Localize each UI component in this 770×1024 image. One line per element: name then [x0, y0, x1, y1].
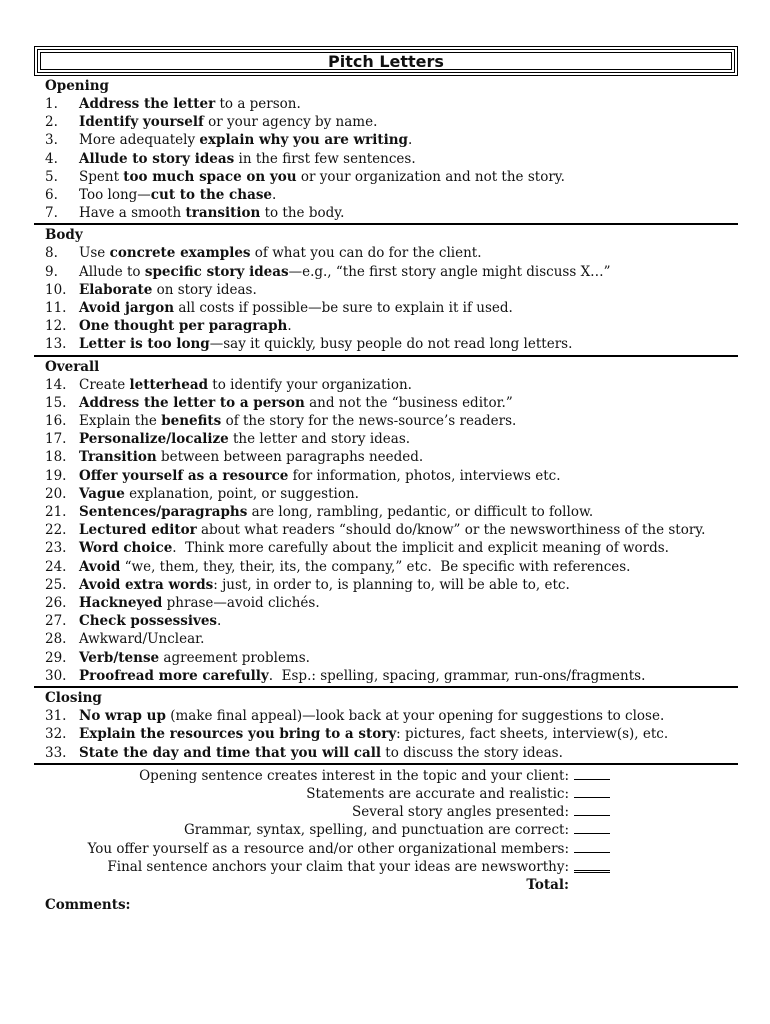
item-number: 30.: [45, 667, 67, 684]
item-emphasis: Letter is too long: [79, 336, 210, 353]
item-text: [79, 376, 412, 394]
item-plain-text: More adequately: [79, 132, 200, 149]
list-item: [34, 317, 738, 335]
section-heading-opening: Opening: [45, 78, 109, 94]
item-plain-text: or your agency by name.: [203, 114, 378, 131]
item-number: 9.: [45, 263, 58, 280]
item-number: 6.: [45, 187, 58, 204]
item-number: 29.: [45, 649, 67, 666]
item-number: 23.: [45, 540, 67, 557]
item-text: [79, 204, 344, 222]
section-divider: [34, 355, 738, 357]
item-text: [79, 394, 513, 412]
item-emphasis: letterhead: [129, 376, 209, 393]
item-plain-text: Explain the: [79, 413, 162, 430]
item-emphasis: too much space on you: [123, 168, 297, 185]
item-plain-text: : just, in order to, is planning to, will be able to, etc.: [213, 576, 570, 593]
item-plain-text: Spent: [79, 168, 124, 185]
item-plain-text: the letter and story ideas.: [228, 431, 411, 448]
item-number: 4.: [45, 150, 58, 167]
item-plain-text: between between paragraphs needed.: [156, 449, 424, 466]
total-label: Total:: [526, 876, 569, 893]
item-text: [79, 412, 516, 430]
item-plain-text: .: [272, 187, 277, 204]
item-plain-text: or your organization and not the story.: [296, 168, 565, 185]
section-heading-overall: Overall: [45, 358, 100, 375]
item-text: [79, 131, 412, 149]
total-row: [34, 876, 738, 894]
list-item: [34, 430, 738, 448]
item-number: 32.: [45, 726, 67, 743]
item-number: 22.: [45, 522, 67, 539]
list-item: [34, 630, 738, 648]
item-text: [79, 317, 292, 335]
item-plain-text: . Esp.: spelling, spacing, grammar, run-ons/fragments.: [268, 667, 646, 684]
item-text: [79, 113, 377, 131]
item-plain-text: are long, rambling, pedantic, or difficult to follow.: [247, 504, 594, 521]
item-emphasis: Address the letter: [79, 96, 216, 112]
section-divider: [34, 223, 738, 225]
item-number: 14.: [45, 376, 67, 393]
item-text: [79, 539, 669, 557]
list-item: [34, 186, 738, 204]
title-box: [34, 46, 738, 76]
item-plain-text: Use: [79, 245, 110, 262]
list-item: [34, 394, 738, 412]
item-emphasis: Avoid extra words: [79, 576, 214, 593]
score-row: [34, 785, 738, 803]
item-number: 17.: [45, 431, 67, 448]
item-plain-text: Allude to: [79, 263, 145, 280]
item-emphasis: Allude to story ideas: [79, 150, 235, 167]
item-emphasis: Offer yourself as a resource: [79, 467, 289, 484]
item-plain-text: .: [407, 132, 413, 149]
item-number: 13.: [45, 336, 67, 353]
item-emphasis: concrete examples: [109, 245, 251, 262]
item-emphasis: benefits: [161, 413, 222, 430]
item-text: [79, 281, 257, 299]
item-plain-text: to the body.: [260, 205, 345, 222]
score-blank[interactable]: [574, 840, 610, 853]
item-emphasis: cut to the chase: [150, 187, 273, 204]
item-emphasis: One thought per paragraph: [79, 318, 288, 335]
item-number: 20.: [45, 485, 67, 502]
list-item: [34, 299, 738, 317]
comments-label: Comments:: [45, 897, 131, 914]
item-number: 26.: [45, 595, 67, 612]
list-item: [34, 744, 738, 762]
item-emphasis: specific story ideas: [144, 263, 289, 280]
item-plain-text: (make final appeal)—look back at your opening for suggestions to close.: [165, 708, 665, 725]
item-number: 16.: [45, 413, 67, 430]
score-row: [34, 821, 738, 839]
list-item: [34, 412, 738, 430]
item-text: [79, 263, 611, 281]
item-text: [79, 725, 668, 743]
section-heading-body: Body: [45, 227, 83, 244]
item-number: 5.: [45, 168, 58, 185]
item-number: 18.: [45, 449, 67, 466]
list-item: [34, 667, 738, 685]
item-text: [79, 150, 416, 168]
item-text: [79, 744, 563, 762]
item-plain-text: agreement problems.: [159, 649, 310, 666]
item-number: 25.: [45, 576, 67, 593]
item-number: 1.: [45, 96, 58, 112]
item-emphasis: Avoid: [79, 558, 121, 575]
list-item: [34, 335, 738, 353]
score-row: [34, 803, 738, 821]
item-text: [79, 448, 423, 466]
score-blank[interactable]: [574, 803, 610, 816]
item-text: [79, 594, 320, 612]
item-emphasis: transition: [185, 205, 261, 222]
item-text: [79, 430, 410, 448]
item-plain-text: of what you can do for the client.: [250, 245, 482, 262]
item-plain-text: and not the “business editor.”: [304, 394, 513, 411]
document: [34, 46, 738, 914]
item-plain-text: explanation, point, or suggestion.: [124, 485, 359, 502]
score-blank[interactable]: [574, 821, 610, 834]
item-plain-text: Create: [79, 376, 130, 393]
item-emphasis: Check possessives: [79, 613, 218, 630]
score-criterion: Final sentence anchors your claim that your ideas are newsworthy:: [107, 858, 569, 875]
item-number: 8.: [45, 245, 58, 262]
item-emphasis: Word choice: [79, 540, 173, 557]
list-item: [34, 281, 738, 299]
item-emphasis: Verb/tense: [79, 649, 160, 666]
item-number: 24.: [45, 558, 67, 575]
item-plain-text: . Think more carefully about the implicit and explicit meaning of words.: [172, 540, 669, 557]
item-emphasis: Address the letter to a person: [79, 394, 305, 411]
item-emphasis: Elaborate: [79, 281, 153, 298]
list-item: [34, 576, 738, 594]
list-item: [34, 707, 738, 725]
item-plain-text: all costs if possible—be sure to explain it if used.: [174, 300, 513, 317]
score-blank[interactable]: [574, 767, 610, 780]
list-item: [34, 539, 738, 557]
item-plain-text: for information, photos, interviews etc.: [288, 467, 561, 484]
item-number: 7.: [45, 205, 58, 222]
score-criterion: Opening sentence creates interest in the topic and your client:: [139, 767, 569, 784]
item-plain-text: Have a smooth: [79, 205, 186, 222]
item-number: 10.: [45, 281, 67, 298]
list-item: [34, 521, 738, 539]
list-item: [34, 448, 738, 466]
list-item: [34, 376, 738, 394]
list-item: [34, 204, 738, 222]
item-text: [79, 667, 645, 685]
item-number: 33.: [45, 744, 67, 761]
item-text: [79, 299, 513, 317]
score-row: [34, 767, 738, 785]
list-item: [34, 168, 738, 186]
item-number: 12.: [45, 318, 67, 335]
item-text: [79, 630, 204, 648]
page-title: Pitch Letters: [328, 51, 444, 71]
score-criterion: Grammar, syntax, spelling, and punctuation are correct:: [183, 822, 569, 839]
list-item: [34, 558, 738, 576]
item-emphasis: State the day and time that you will call: [79, 744, 381, 761]
item-number: 15.: [45, 394, 67, 411]
item-text: [79, 558, 630, 576]
list-item: [34, 485, 738, 503]
item-text: [79, 168, 565, 186]
item-emphasis: Sentences/paragraphs: [79, 504, 248, 521]
item-text: [79, 485, 359, 503]
item-emphasis: Transition: [79, 449, 157, 466]
score-criterion: Statements are accurate and realistic:: [306, 785, 569, 802]
item-emphasis: Personalize/localize: [79, 431, 229, 448]
item-text: [79, 576, 570, 594]
item-emphasis: No wrap up: [79, 708, 166, 725]
item-plain-text: phrase—avoid clichés.: [162, 595, 320, 612]
item-number: 21.: [45, 504, 67, 521]
item-text: [79, 503, 593, 521]
list-item: [34, 150, 738, 168]
section-divider: [34, 686, 738, 688]
item-emphasis: explain why you are writing: [199, 132, 408, 149]
item-emphasis: Lectured editor: [79, 522, 197, 539]
list-item: [34, 244, 738, 262]
item-number: 28.: [45, 631, 67, 648]
item-plain-text: in the first few sentences.: [234, 150, 416, 167]
score-criterion: You offer yourself as a resource and/or other organizational members:: [87, 840, 569, 857]
item-number: 27.: [45, 613, 67, 630]
item-text: [79, 649, 310, 667]
item-plain-text: on story ideas.: [152, 281, 257, 298]
item-text: [79, 95, 301, 113]
item-number: 19.: [45, 467, 67, 484]
item-text: [79, 521, 705, 539]
item-plain-text: Too long—: [79, 187, 151, 204]
item-number: 3.: [45, 132, 58, 149]
list-item: [34, 131, 738, 149]
item-text: [79, 467, 561, 485]
item-emphasis: Proofread more carefully: [79, 667, 269, 684]
item-text: [79, 612, 221, 630]
score-criterion: Several story angles presented:: [351, 804, 569, 821]
checklist: [34, 78, 738, 765]
item-number: 2.: [45, 114, 58, 131]
scoring-rubric: [34, 767, 738, 894]
item-plain-text: —say it quickly, busy people do not read long letters.: [209, 336, 573, 353]
item-text: [79, 707, 664, 725]
list-item: [34, 594, 738, 612]
item-emphasis: Hackneyed: [79, 595, 163, 612]
item-plain-text: Awkward/Unclear.: [79, 631, 205, 648]
section-divider: [34, 763, 738, 765]
item-plain-text: —e.g., “the first story angle might discuss X…”: [288, 263, 611, 280]
item-text: [79, 244, 482, 262]
item-emphasis: Avoid jargon: [79, 300, 175, 317]
list-item: [34, 649, 738, 667]
list-item: [34, 263, 738, 281]
list-item: [34, 612, 738, 630]
score-row: [34, 858, 738, 876]
item-number: 11.: [45, 300, 67, 317]
section-heading-closing: Closing: [45, 690, 102, 707]
list-item: [34, 725, 738, 743]
item-plain-text: to identify your organization.: [208, 376, 412, 393]
item-plain-text: .: [287, 318, 292, 335]
item-plain-text: .: [217, 613, 222, 630]
list-item: [34, 503, 738, 521]
item-plain-text: to discuss the story ideas.: [381, 744, 563, 761]
item-text: [79, 186, 276, 204]
item-emphasis: Vague: [79, 485, 125, 502]
score-blank[interactable]: [574, 785, 610, 798]
item-plain-text: : pictures, fact sheets, interview(s), etc.: [396, 726, 669, 743]
score-row: [34, 840, 738, 858]
item-plain-text: to a person.: [215, 96, 301, 112]
item-plain-text: about what readers “should do/know” or the newsworthiness of the story.: [196, 522, 706, 539]
list-item: [34, 467, 738, 485]
list-item: [34, 113, 738, 131]
item-plain-text: “we, them, they, their, its, the company,” etc. Be specific with references.: [120, 558, 631, 575]
item-number: 31.: [45, 708, 67, 725]
item-plain-text: of the story for the news-source’s readers.: [221, 413, 517, 430]
item-text: [79, 335, 572, 353]
score-blank[interactable]: [574, 858, 610, 873]
list-item: [34, 95, 738, 113]
item-emphasis: Explain the resources you bring to a story: [79, 726, 397, 743]
item-emphasis: Identify yourself: [79, 114, 204, 131]
